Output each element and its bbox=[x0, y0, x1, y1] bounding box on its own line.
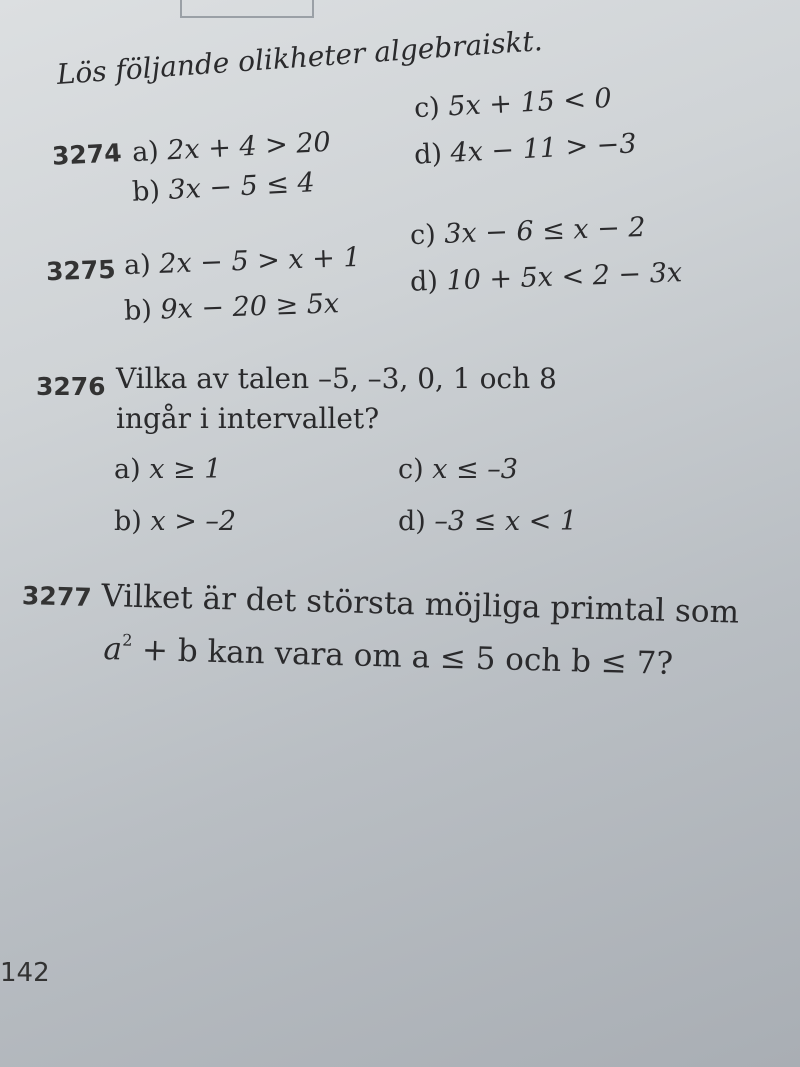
problem-number: 3275 bbox=[45, 254, 117, 287]
problem-part: b) 9x − 20 ≥ 5x bbox=[123, 288, 340, 327]
problem-number: 3276 bbox=[36, 372, 106, 401]
problem-number: 3274 bbox=[51, 138, 123, 171]
problem-part: d) 10 + 5x < 2 − 3x bbox=[409, 257, 683, 298]
question-text: ingår i intervallet? bbox=[116, 402, 380, 435]
problem-part: b) x > –2 bbox=[114, 506, 237, 537]
problem-part: d) –3 ≤ x < 1 bbox=[398, 506, 578, 537]
problem-part: a) 2x + 4 > 20 bbox=[131, 126, 332, 169]
problem-part: c) 5x + 15 < 0 bbox=[413, 82, 613, 125]
problem-part: b) 3x − 5 ≤ 4 bbox=[131, 167, 316, 208]
question-text: Vilka av talen –5, –3, 0, 1 och 8 bbox=[116, 362, 557, 395]
problem-part: c) x ≤ –3 bbox=[398, 454, 518, 485]
question-text: Vilket är det största möjliga primtal som bbox=[101, 578, 740, 631]
problem-part: a) x ≥ 1 bbox=[114, 454, 222, 485]
instruction-heading: Lös följande olikheter algebraiskt. bbox=[55, 24, 544, 92]
problem-part: a) 2x − 5 > x + 1 bbox=[123, 241, 362, 282]
question-text: $a^2 + b$ kan vara om a ≤ 5 och b ≤ 7? bbox=[103, 630, 674, 682]
problem-number: 3277 bbox=[21, 581, 92, 612]
page-number: 142 bbox=[0, 958, 50, 988]
problem-part: d) 4x − 11 > −3 bbox=[413, 128, 638, 171]
problem-part: c) 3x − 6 ≤ x − 2 bbox=[409, 211, 647, 252]
header-box-line bbox=[180, 0, 314, 18]
